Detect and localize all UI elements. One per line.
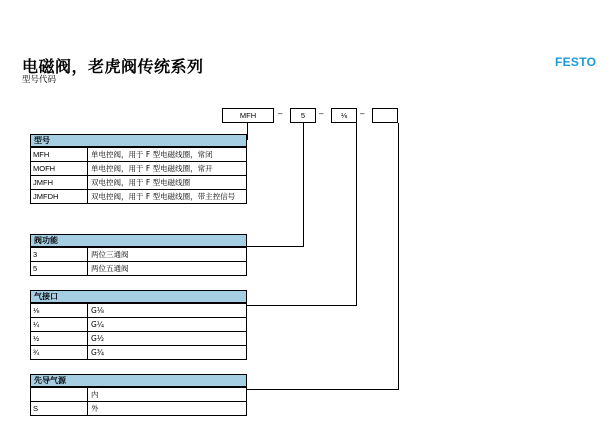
row-desc: 单电控阀，用于 F 型电磁线圈，常开 <box>91 164 213 173</box>
row-code: 3 <box>31 248 88 261</box>
row-desc: G¾ <box>91 348 105 357</box>
code-dash: – <box>278 109 283 118</box>
row-code: S <box>31 402 88 415</box>
connector-line <box>247 389 399 390</box>
row-desc: 两位五通阀 <box>91 264 129 273</box>
row-desc: 双电控阀，用于 F 型电磁线圈 <box>91 178 191 187</box>
row-code: MFH <box>31 148 88 161</box>
code-dash: – <box>360 109 365 118</box>
table-row <box>30 248 247 262</box>
row-code: ¾ <box>31 346 88 359</box>
table-row <box>30 162 247 176</box>
row-code: ⅛ <box>31 304 88 317</box>
row-desc: 双电控阀，用于 F 型电磁线圈，带主控信号 <box>91 192 236 201</box>
section-type <box>30 134 247 204</box>
connector-line <box>247 305 357 306</box>
code-box-pilot <box>372 108 398 123</box>
section-header: 气接口 <box>30 290 247 304</box>
connector-line <box>247 246 304 247</box>
section-header: 型号 <box>30 134 247 148</box>
table-row <box>30 148 247 162</box>
code-dash: – <box>319 109 324 118</box>
section-pilot-supply <box>30 374 247 416</box>
row-code: JMFDH <box>31 190 88 203</box>
connector-line <box>247 123 248 139</box>
connector-line <box>303 123 304 246</box>
row-code: MOFH <box>31 162 88 175</box>
code-box-port: ⅛ <box>331 108 357 123</box>
section-port <box>30 290 247 360</box>
row-code: 5 <box>31 262 88 275</box>
table-row <box>30 388 247 402</box>
connector-line <box>356 123 357 305</box>
code-box-type: MFH <box>222 108 274 123</box>
row-desc: G¼ <box>91 320 105 329</box>
festo-logo: FESTO <box>555 55 597 69</box>
table-row <box>30 262 247 276</box>
row-code: ¼ <box>31 318 88 331</box>
page-subtitle: 型号代码 <box>22 75 57 85</box>
table-row <box>30 304 247 318</box>
table-row <box>30 402 247 416</box>
row-desc: 内 <box>91 390 99 399</box>
table-row <box>30 190 247 204</box>
row-desc: G½ <box>91 334 105 343</box>
row-desc: 两位三通阀 <box>91 250 129 259</box>
row-desc: 外 <box>91 404 99 413</box>
row-desc: 单电控阀，用于 F 型电磁线圈，常闭 <box>91 150 213 159</box>
row-code: ½ <box>31 332 88 345</box>
section-valve-function <box>30 234 247 276</box>
page-title: 电磁阀，老虎阀传统系列 <box>22 57 204 76</box>
table-row <box>30 176 247 190</box>
row-code: JMFH <box>31 176 88 189</box>
row-desc: G⅛ <box>91 306 105 315</box>
section-header: 先导气源 <box>30 374 247 388</box>
table-row <box>30 332 247 346</box>
table-row <box>30 318 247 332</box>
connector-line <box>398 123 399 389</box>
code-box-function: 5 <box>290 108 316 123</box>
section-header: 阀功能 <box>30 234 247 248</box>
table-row <box>30 346 247 360</box>
row-code <box>31 388 88 401</box>
